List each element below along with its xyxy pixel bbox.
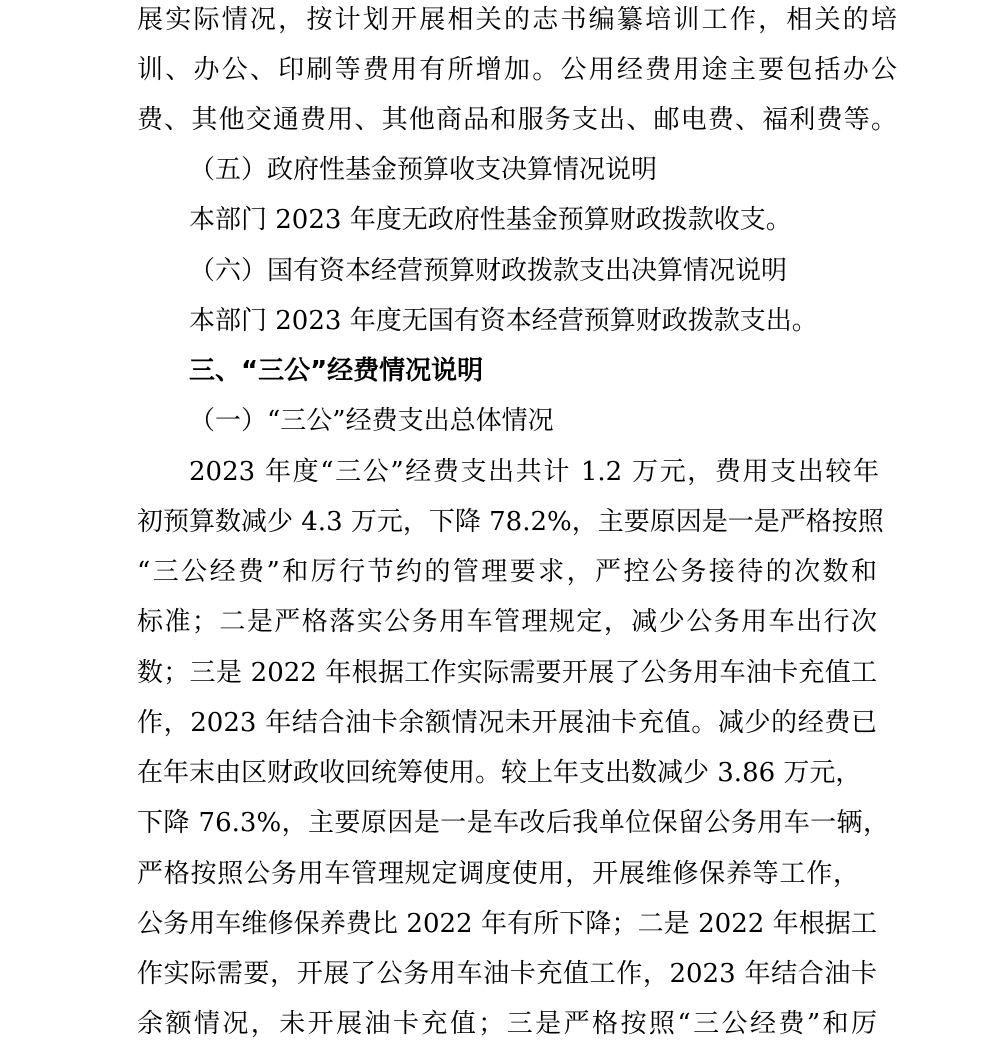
- text-line: 展实际情况，按计划开展相关的志书编纂培训工作，相关的培: [137, 5, 897, 35]
- text-line: “三公经费”和厉行节约的管理要求，严控公务接待的次数和: [137, 557, 877, 587]
- chapter-heading: 三、“三公”经费情况说明: [189, 356, 484, 386]
- text-line: 作实际需要，开展了公务用车油卡充值工作，2023 年结合油卡: [137, 959, 877, 989]
- text-line: 作，2023 年结合油卡余额情况未开展油卡充值。减少的经费已: [137, 708, 877, 738]
- text-line: 本部门 2023 年度无政府性基金预算财政拨款收支。: [189, 205, 792, 235]
- text-line: 训、办公、印刷等费用有所增加。公用经费用途主要包括办公: [137, 55, 897, 85]
- text-line: 数；三是 2022 年根据工作实际需要开展了公务用车油卡充值工: [137, 658, 877, 688]
- section-heading: （一）“三公”经费支出总体情况: [189, 406, 554, 436]
- text-line: 在年末由区财政收回统筹使用。较上年支出数减少 3.86 万元，: [137, 758, 862, 788]
- section-heading: （五）政府性基金预算收支决算情况说明: [189, 155, 658, 185]
- text-line: 严格按照公务用车管理规定调度使用，开展维修保养等工作，: [137, 859, 859, 889]
- text-line: 标准；二是严格落实公务用车管理规定，减少公务用车出行次: [137, 607, 877, 637]
- text-line: 下降 76.3%，主要原因是一是车改后我单位保留公务用车一辆，: [137, 808, 889, 838]
- text-line: 公务用车维修保养费比 2022 年有所下降；二是 2022 年根据工: [137, 909, 877, 939]
- text-line: 2023 年度“三公”经费支出共计 1.2 万元，费用支出较年: [189, 457, 879, 487]
- section-heading: （六）国有资本经营预算财政拨款支出决算情况说明: [189, 256, 788, 286]
- text-line: 本部门 2023 年度无国有资本经营预算财政拨款支出。: [189, 306, 818, 336]
- text-line: 费、其他交通费用、其他商品和服务支出、邮电费、福利费等。: [137, 105, 897, 135]
- text-line: 余额情况，未开展油卡充值；三是严格按照“三公经费”和厉: [137, 1009, 877, 1039]
- text-line: 初预算数减少 4.3 万元，下降 78.2%，主要原因是一是严格按照: [137, 507, 884, 537]
